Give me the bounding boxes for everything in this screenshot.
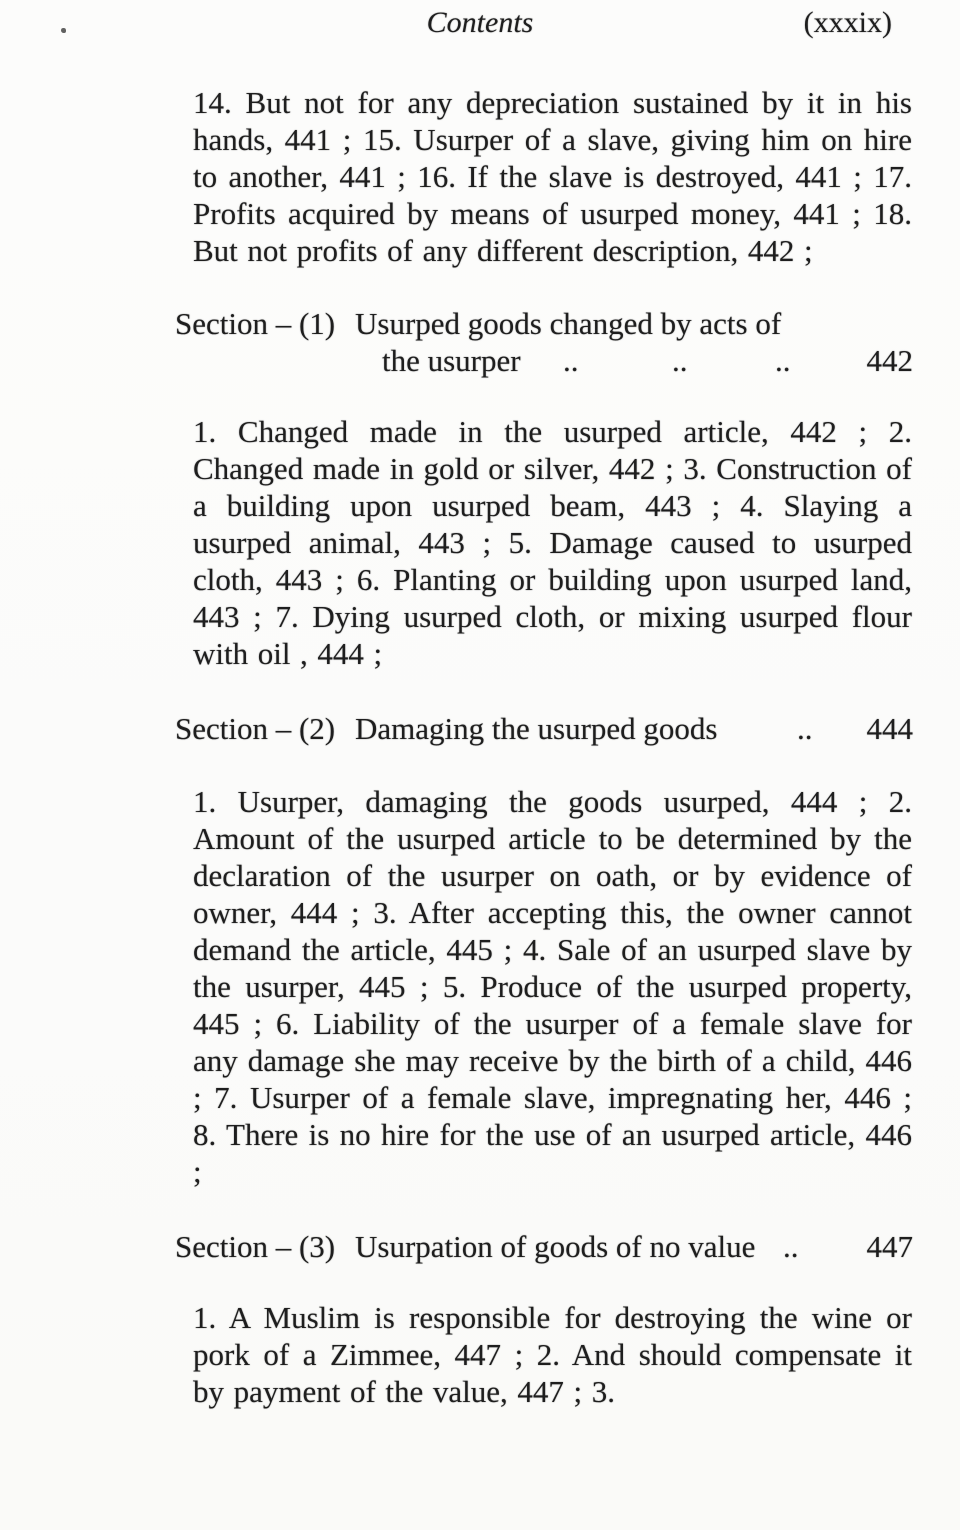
toc-section-entry <box>175 710 913 747</box>
toc-section-entry <box>175 1228 913 1265</box>
toc-section-entry <box>175 305 913 379</box>
section-title: Usurped goods changed by acts of <box>355 306 782 341</box>
section-label: Section – (2) <box>175 711 336 746</box>
running-title: Contents <box>426 6 534 39</box>
dot-leader: .. <box>797 711 813 746</box>
page-header <box>0 0 960 46</box>
section-title: Damaging the usurped goods <box>355 711 718 746</box>
dot-leader: .. <box>672 343 688 378</box>
section-title: Usurpation of goods of no value <box>355 1229 756 1264</box>
dot-leader: .. <box>783 1229 799 1264</box>
toc-paragraph: 1. Usurper, damaging the goods usurped, 444 ; 2. Amount of the usurped article to be determined by the declaration of the usurper on oath, or by evidence of owner, 444 ; 3. After accepting this, the owner cannot demand the article, 445 ; 4. Sale of an usurped slave by the usurper, 445 ; 5. Produce of the usurped property, 445 ; 6. Liability of the usurper of a female slave for any damage she may receive by the birth of a child, 446 ; 7. Usurper of a female slave, impregnating her, 446 ; 8. There is no hire for the use of an usurped article, 446 ; <box>193 784 912 1189</box>
page-number-roman: (xxxix) <box>803 6 892 39</box>
toc-paragraph: 14. But not for any depreciation sustained by it in his hands, 441 ; 15. Usurper of a slave, giving him on hire to another, 441 ; 16. If the slave is destroyed, 441 ; 17. Profits acquired by means of usurped money, 441 ; 18. But not profits of any different description, 442 ; <box>193 85 912 268</box>
dot-leader: .. <box>563 343 579 378</box>
section-label: Section – (3) <box>175 1229 336 1264</box>
section-page-number: 447 <box>866 1229 913 1264</box>
section-page-number: 444 <box>866 711 913 746</box>
toc-paragraph: 1. Changed made in the usurped article, 442 ; 2. Changed made in gold or silver, 442 ; 3. Construction of a building upon usurped beam, 443 ; 4. Slaying a usurped animal, 443 ; 5. Damage caused to usurped cloth, 443 ; 6. Planting or building upon usurped land, 443 ; 7. Dying usurped cloth, or mixing usurped flour with oil , 444 ; <box>193 414 912 671</box>
dot-leader: .. <box>775 343 791 378</box>
section-page-number: 442 <box>866 343 913 378</box>
toc-paragraph: 1. A Muslim is responsible for destroying the wine or pork of a Zimmee, 447 ; 2. And should compensate it by payment of the value, 447 ; 3. <box>193 1300 912 1409</box>
section-label: Section – (1) <box>175 306 336 341</box>
section-title-continuation: the usurper <box>382 343 521 378</box>
